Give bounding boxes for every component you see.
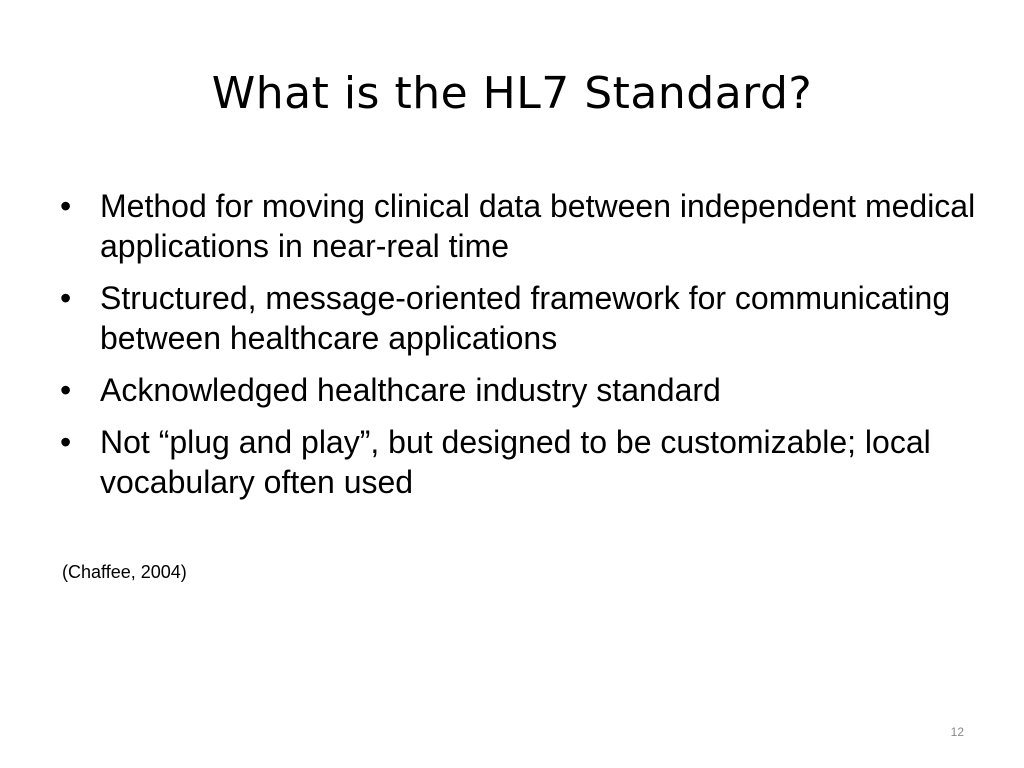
bullet-text: Structured, message-oriented framework for communicating between healthcare applications: [100, 280, 951, 356]
bullet-marker: •: [60, 188, 72, 224]
bullet-item: [60, 422, 990, 502]
bullet-marker: •: [60, 372, 72, 408]
page-number: 12: [950, 725, 964, 739]
bullet-item: [60, 186, 990, 266]
bullet-list: [60, 186, 990, 514]
bullet-marker: •: [60, 280, 72, 316]
citation: (Chaffee, 2004): [62, 562, 187, 582]
bullet-item: [60, 370, 990, 410]
bullet-item: [60, 278, 990, 358]
bullet-text: Acknowledged healthcare industry standard: [100, 372, 721, 408]
slide-title: What is the HL7 Standard?: [211, 68, 813, 119]
bullet-marker: •: [60, 424, 72, 460]
bullet-text: Not “plug and play”, but designed to be customizable; local vocabulary often used: [100, 424, 931, 500]
bullet-text: Method for moving clinical data between independent medical applications in near-real time: [100, 188, 976, 264]
